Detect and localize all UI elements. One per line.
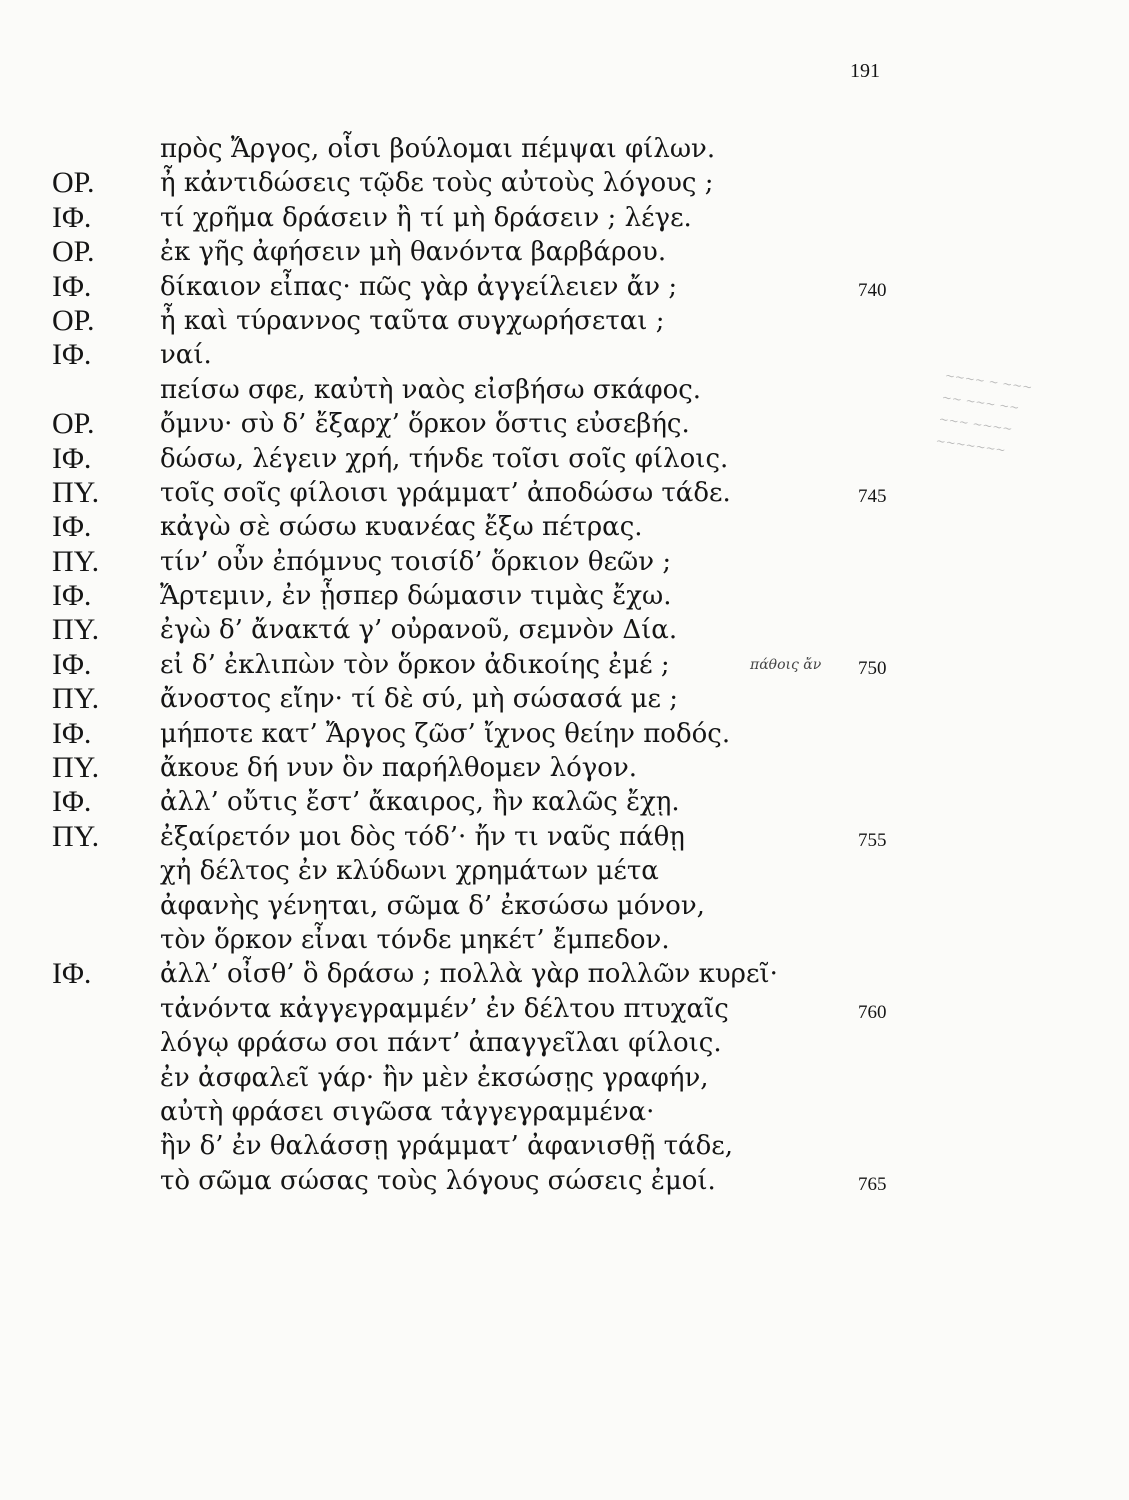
verse-line [0, 270, 1129, 304]
speaker-label: ΙΦ. [52, 441, 92, 475]
speaker-label: ΠΥ. [52, 751, 100, 785]
speaker-label: ΠΥ. [52, 613, 100, 647]
verse-text: ἦ κἀντιδώσεις τῷδε τοὺς αὐτοὺς λόγους ; [160, 168, 714, 199]
verse-line [0, 476, 1129, 510]
verse-text: χἠ δέλτος ἐν κλύδωνι χρημάτων μέτα [160, 856, 659, 887]
verse-text: κἀγὼ σὲ σώσω κυανέας ἔξω πέτρας. [160, 512, 643, 543]
verse-text: ἦ καὶ τύραννος ταῦτα συγχωρήσεται ; [160, 305, 665, 336]
verse-line [0, 166, 1129, 200]
verse-line [0, 613, 1129, 647]
speaker-label: ΙΦ. [52, 785, 92, 819]
line-number: 760 [858, 1001, 887, 1023]
verse-text: μήποτε κατ’ Ἄργος ζῶσ’ ἴχνος θείην ποδός. [160, 718, 731, 749]
speaker-label: ΠΥ. [52, 819, 100, 853]
verse-line [0, 235, 1129, 269]
verse-line [0, 682, 1129, 716]
verse-line [0, 1129, 1129, 1163]
verse-line [0, 923, 1129, 957]
verse-text: δώσω, λέγειν χρή, τήνδε τοῖσι σοῖς φίλοις. [160, 443, 729, 474]
verse-text: τί χρῆμα δράσειν ἢ τί μὴ δράσειν ; λέγε. [160, 202, 692, 233]
verse-text: αὐτὴ φράσει σιγῶσα τἀγγεγραμμένα· [160, 1096, 655, 1127]
verse-text: ὄμνυ· σὺ δ’ ἔξαρχ’ ὅρκον ὅστις εὐσεβής. [160, 409, 690, 440]
line-number: 750 [858, 657, 887, 679]
speaker-label: ΙΦ. [52, 338, 92, 372]
speaker-label: ΟΡ. [52, 235, 95, 269]
verse-text: ἀλλ’ οἶσθ’ ὃ δράσω ; πολλὰ γὰρ πολλῶν κυρεῖ· [160, 959, 778, 990]
verse-line [0, 373, 1129, 407]
verse-line [0, 304, 1129, 338]
verse-text: τὸ σῶμα σώσας τοὺς λόγους σώσεις ἐμοί. [160, 1165, 716, 1196]
speaker-label: ΠΥ. [52, 475, 100, 509]
verse-line [0, 1061, 1129, 1095]
verse-line [0, 579, 1129, 613]
speaker-label: ΠΥ. [52, 682, 100, 716]
verse-line [0, 1095, 1129, 1129]
verse-text: λόγῳ φράσω σοι πάντ’ ἀπαγγεῖλαι φίλοις. [160, 1028, 722, 1059]
verse-text: ἐξαίρετόν μοι δὸς τόδ’· ἤν τι ναῦς πάθῃ [160, 821, 685, 852]
verse-line [0, 407, 1129, 441]
verse-text: ἢν δ’ ἐν θαλάσσῃ γράμματ’ ἀφανισθῇ τάδε, [160, 1131, 733, 1162]
verse-text: ἐν ἀσφαλεῖ γάρ· ἢν μὲν ἐκσώσῃς γραφήν, [160, 1062, 709, 1093]
verse-line [0, 820, 1129, 854]
speaker-label: ΙΦ. [52, 716, 92, 750]
verse-lines [0, 132, 1129, 1198]
speaker-label: ΠΥ. [52, 544, 100, 578]
verse-text: ἐγὼ δ’ ἄνακτά γ’ οὐρανοῦ, σεμνὸν Δία. [160, 615, 678, 646]
verse-line [0, 510, 1129, 544]
page-number: 191 [850, 60, 880, 82]
faint-marginal-scribble: ~~~~ ~ ~~~ ~~ ~~~ ~~ ~~~ ~~~~ ~~~~~~~ [934, 368, 1034, 458]
verse-line [0, 338, 1129, 372]
verse-line [0, 1026, 1129, 1060]
speaker-label: ΙΦ. [52, 647, 92, 681]
verse-line [0, 992, 1129, 1026]
line-number: 740 [858, 279, 887, 301]
verse-line [0, 889, 1129, 923]
verse-line [0, 751, 1129, 785]
speaker-label: ΟΡ. [52, 407, 95, 441]
speaker-label: ΟΡ. [52, 303, 95, 337]
verse-line [0, 717, 1129, 751]
line-number: 745 [858, 485, 887, 507]
verse-text: εἰ δ’ ἐκλιπὼν τὸν ὅρκον ἀδικοίης ἐμέ ; [160, 649, 670, 680]
verse-line [0, 648, 1129, 682]
verse-line [0, 1164, 1129, 1198]
verse-text: ἄνοστος εἴην· τί δὲ σύ, μὴ σώσασά με ; [160, 684, 678, 715]
verse-line [0, 545, 1129, 579]
verse-line [0, 442, 1129, 476]
line-number: 755 [858, 829, 887, 851]
verse-text: τίν’ οὖν ἐπόμνυς τοισίδ’ ὅρκιον θεῶν ; [160, 546, 672, 577]
verse-text: τοῖς σοῖς φίλοισι γράμματ’ ἀποδώσω τάδε. [160, 477, 731, 508]
verse-text: ἄκουε δή νυν ὃν παρήλθομεν λόγον. [160, 753, 638, 784]
verse-text: ναί. [160, 340, 212, 371]
speaker-label: ΙΦ. [52, 510, 92, 544]
speaker-label: ΙΦ. [52, 269, 92, 303]
verse-text: Ἄρτεμιν, ἐν ᾗσπερ δώμασιν τιμὰς ἔχω. [160, 581, 672, 612]
verse-text: ἀλλ’ οὔτις ἔστ’ ἄκαιρος, ἢν καλῶς ἔχῃ. [160, 787, 680, 818]
verse-text: δίκαιον εἶπας· πῶς γὰρ ἀγγείλειεν ἄν ; [160, 271, 678, 302]
verse-line [0, 854, 1129, 888]
verse-line [0, 132, 1129, 166]
verse-text: ἐκ γῆς ἀφήσειν μὴ θανόντα βαρβάρου. [160, 237, 667, 268]
speaker-label: ΙΦ. [52, 200, 92, 234]
verse-text: ἀφανὴς γένηται, σῶμα δ’ ἐκσώσω μόνον, [160, 890, 705, 921]
verse-text: τὸν ὅρκον εἶναι τόνδε μηκέτ’ ἔμπεδον. [160, 924, 670, 955]
speaker-label: ΙΦ. [52, 579, 92, 613]
verse-text: πρὸς Ἄργος, οἷσι βούλομαι πέμψαι φίλων. [160, 134, 716, 164]
verse-line [0, 957, 1129, 991]
speaker-label: ΟΡ. [52, 166, 95, 200]
speaker-label: ΙΦ. [52, 957, 92, 991]
verse-line [0, 785, 1129, 819]
verse-text: πείσω σφε, καὐτὴ ναὸς εἰσβήσω σκάφος. [160, 374, 702, 405]
line-number: 765 [858, 1173, 887, 1195]
verse-text: τἀνόντα κἀγγεγραμμέν’ ἐν δέλτου πτυχαῖς [160, 993, 729, 1024]
handwritten-note: πάθοις ἄν [750, 656, 822, 673]
verse-line [0, 201, 1129, 235]
